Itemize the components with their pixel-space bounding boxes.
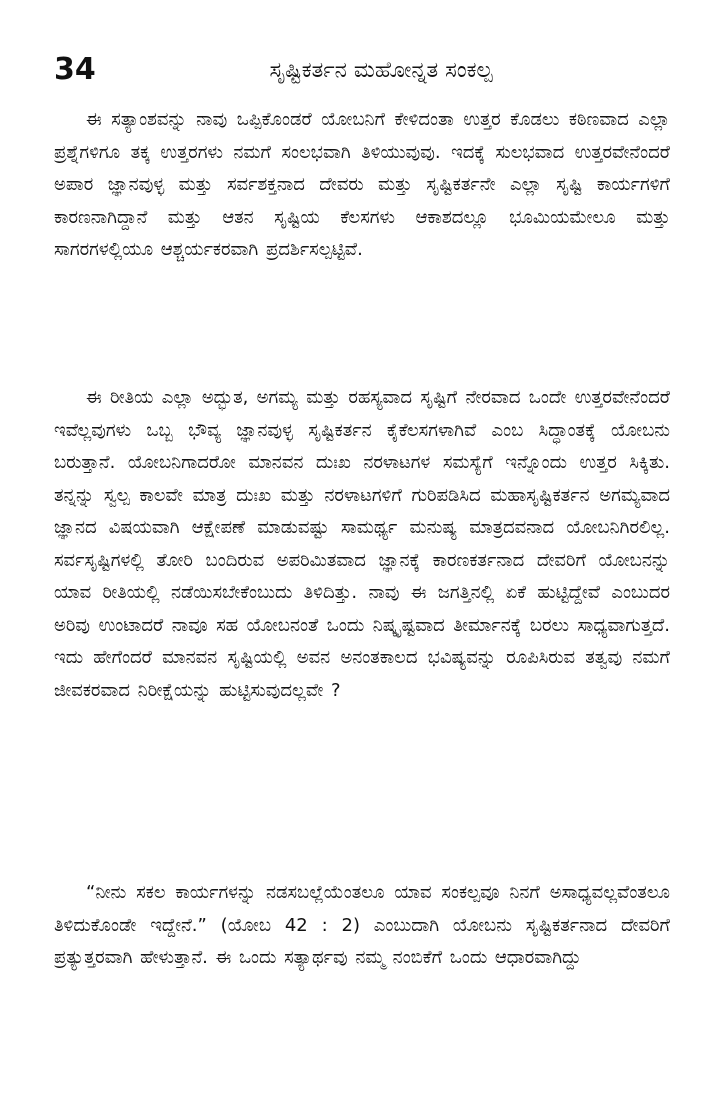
paragraph-2: ಈ ರೀತಿಯ ಎಲ್ಲಾ ಅದ್ಭುತ, ಅಗಮ್ಯ ಮತ್ತು ರಹಸ್ಯವಾದ ಸೃಷ್ಟಿಗೆ ನೇರವಾದ ಒಂದೇ ಉತ್ತರವೇನೆಂದರೆ ಇವೆಲ್ಲವುಗಳು ಒಬ್ಬ ಭೌವ್ಯ ಜ್ಞಾನವುಳ್ಳ ಸೃಷ್ಟಿಕರ್ತನ ಕೈಕೆಲಸಗಳಾಗಿವೆ ಎಂಬ ಸಿದ್ಧಾಂತಕ್ಕೆ ಯೋಬನು ಬರುತ್ತಾನೆ. ಯೋಬನಿಗಾದರೋ ಮಾನವನ ದುಃಖ ನರಳಾಟಗಳ ಸಮಸ್ಯೆಗೆ ಇನ್ನೊಂದು ಉತ್ತರ ಸಿಕ್ಕಿತು. ತನ್ನನ್ನು ಸ್ವಲ್ಪ ಕಾಲವೇ ಮಾತ್ರ ದುಃಖ ಮತ್ತು ನರಳಾಟಗಳಿಗೆ ಗುರಿಪಡಿಸಿದ ಮಹಾಸೃಷ್ಟಿಕರ್ತನ ಅಗಮ್ಯವಾದ ಜ್ಞಾನದ ವಿಷಯವಾಗಿ ಆಕ್ಷೇಪಣೆ ಮಾಡುವಷ್ಟು ಸಾಮರ್ಥ್ಯ ಮನುಷ್ಯ ಮಾತ್ರದವನಾದ ಯೋಬನಿಗಿರಲಿಲ್ಲ. ಸರ್ವಸೃಷ್ಟಿಗಳಲ್ಲಿ ತೋರಿ ಬಂದಿರುವ ಅಪರಿಮಿತವಾದ ಜ್ಞಾನಕ್ಕೆ ಕಾರಣಕರ್ತನಾದ ದೇವರಿಗೆ ಯೋಬನನ್ನು ಯಾವ ರೀತಿಯಲ್ಲಿ ನಡೆಯಿಸಬೇಕೆಂಬುದು ತಿಳಿದಿತ್ತು. ನಾವು ಈ ಜಗತ್ತಿನಲ್ಲಿ ಏಕೆ ಹುಟ್ಟಿದ್ದೇವೆ ಎಂಬುದರ ಅರಿವು ಉಂಟಾದರೆ ನಾವೂ ಸಹ ಯೋಬನಂತೆ ಒಂದು ನಿಷ್ಕೃಷ್ಟವಾದ ತೀರ್ಮಾನಕ್ಕೆ ಬರಲು ಸಾಧ್ಯವಾಗುತ್ತದೆ. ಇದು ಹೇಗೆಂದರೆ ಮಾನವನ ಸೃಷ್ಟಿಯಲ್ಲಿ ಅವನ ಅನಂತಕಾಲದ ಭವಿಷ್ಯವನ್ನು ರೂಪಿಸಿರುವ ತತ್ವವು ನಮಗೆ ಜೀವಕರವಾದ ನಿರೀಕ್ಷೆಯನ್ನು ಹುಟ್ಟಿಸುವುದಲ್ಲವೇ ? [54, 387, 670, 701]
paragraph-1: ಈ ಸತ್ಯಾಂಶವನ್ನು ನಾವು ಒಪ್ಪಿಕೊಂಡರೆ ಯೋಬನಿಗೆ ಕೇಳಿದಂತಾ ಉತ್ತರ ಕೊಡಲು ಕಠಿಣವಾದ ಎಲ್ಲಾ ಪ್ರಶ್ನೆಗಳಿಗೂ ತಕ್ಕ ಉತ್ತರಗಳು ನಮಗೆ ಸಂಲಭವಾಗಿ ತಿಳಿಯುವುವು. ಇದಕ್ಕೆ ಸುಲಭವಾದ ಉತ್ತರವೇನೆಂದರೆ ಅಪಾರ ಜ್ಞಾನವುಳ್ಳ ಮತ್ತು ಸರ್ವಶಕ್ತನಾದ ದೇವರು ಮತ್ತು ಸೃಷ್ಟಿಕರ್ತನೇ ಎಲ್ಲಾ ಸೃಷ್ಟಿ ಕಾರ್ಯಗಳಿಗೆ ಕಾರಣನಾಗಿದ್ದಾನೆ ಮತ್ತು ಆತನ ಸೃಷ್ಟಿಯ ಕೆಲಸಗಳು ಆಕಾಶದಲ್ಲೂ ಭೂಮಿಯಮೇಲೂ ಮತ್ತು ಸಾಗರಗಳಲ್ಲಿಯೂ ಆಶ್ಚರ್ಯಕರವಾಗಿ ಪ್ರದರ್ಶಿಸಲ್ಪಟ್ಟಿವೆ. [54, 109, 670, 260]
page-header [54, 50, 668, 94]
running-title: ಸೃಷ್ಟಿಕರ್ತನ ಮಹೋನ್ನತ ಸಂಕಲ್ಪ [269, 58, 493, 83]
paragraph-3: “ನೀನು ಸಕಲ ಕಾರ್ಯಗಳನ್ನು ನಡಸಬಲ್ಲೆಯೆಂತಲೂ ಯಾವ ಸಂಕಲ್ಪವೂ ನಿನಗೆ ಅಸಾಧ್ಯವಲ್ಲವೆಂತಲೂ ತಿಳಿದುಕೊಂಡೇ ಇದ್ದೇನೆ.” (ಯೋಬ 42 : 2) ಎಂಬುದಾಗಿ ಯೋಬನು ಸೃಷ್ಟಿಕರ್ತನಾದ ದೇವರಿಗೆ ಪ್ರತ್ಯುತ್ತರವಾಗಿ ಹೇಳುತ್ತಾನೆ. ಈ ಒಂದು ಸತ್ಯಾರ್ಥವು ನಮ್ಮ ನಂಬಿಕೆಗೆ ಒಂದು ಆಧಾರವಾಗಿದ್ದು [54, 882, 670, 968]
page-number: 34 [54, 52, 96, 87]
